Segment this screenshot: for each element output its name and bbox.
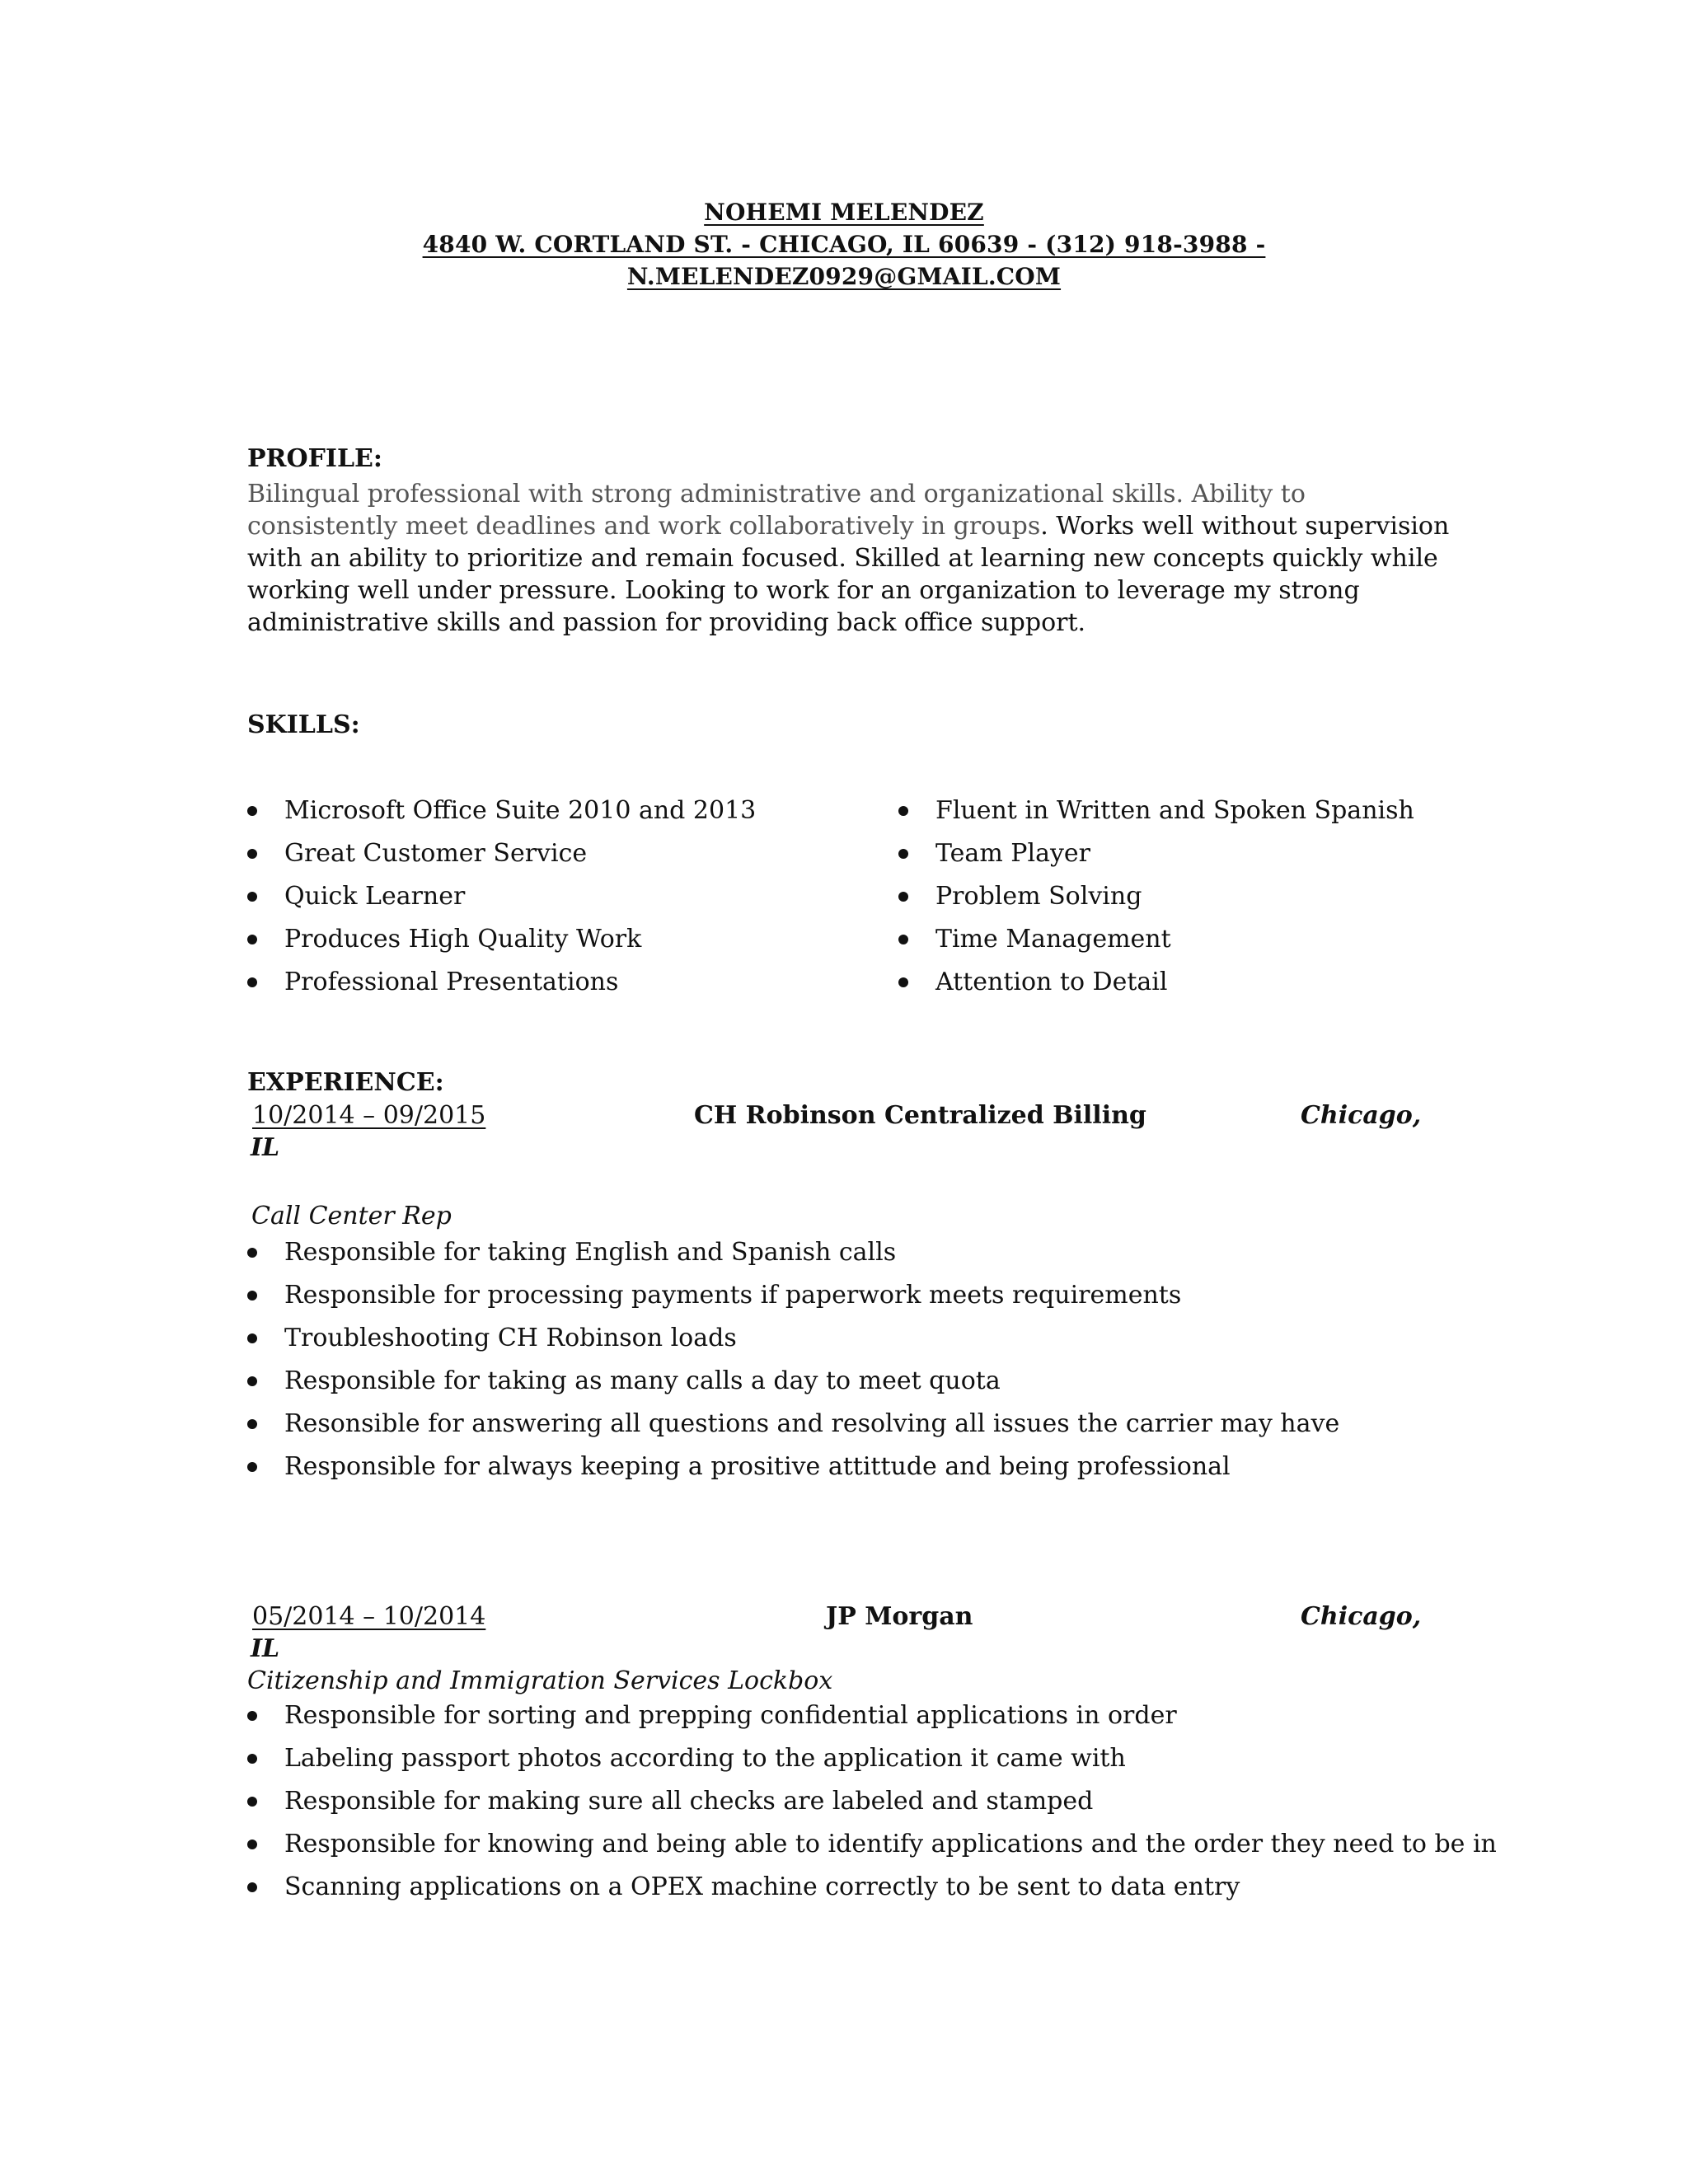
list-item: Responsible for processing payments if paperwork meets requirements xyxy=(247,1274,1339,1317)
list-item: Responsible for knowing and being able to identify applications and the order they need to be in xyxy=(247,1823,1497,1866)
bullet-dot-icon xyxy=(898,806,908,816)
job-dates: 10/2014 – 09/2015 xyxy=(252,1101,486,1130)
skill-item: Problem Solving xyxy=(898,875,1414,918)
job-city: Chicago, xyxy=(1301,1602,1422,1631)
skill-item: Fluent in Written and Spoken Spanish xyxy=(898,790,1414,832)
job-duties-list-2 xyxy=(247,1694,1497,1909)
skill-item: Team Player xyxy=(898,832,1414,875)
skill-item: Professional Presentations xyxy=(247,961,756,1004)
skill-item: Produces High Quality Work xyxy=(247,918,756,961)
resume-header xyxy=(0,196,1688,293)
applicant-address-phone: 4840 W. CORTLAND ST. - CHICAGO, IL 60639 - (312) 918-3988 - xyxy=(422,231,1266,258)
bullet-dot-icon xyxy=(898,935,908,944)
skill-item: Time Management xyxy=(898,918,1414,961)
bullet-dot-icon xyxy=(247,1882,257,1892)
job-state: IL xyxy=(251,1133,280,1162)
bullet-dot-icon xyxy=(247,892,257,902)
skills-list-left xyxy=(247,790,756,1004)
bullet-dot-icon xyxy=(247,1462,257,1472)
list-item: Scanning applications on a OPEX machine correctly to be sent to data entry xyxy=(247,1866,1497,1909)
job-role: Call Center Rep xyxy=(251,1202,452,1230)
skills-list-right xyxy=(898,790,1414,1004)
skill-item: Microsoft Office Suite 2010 and 2013 xyxy=(247,790,756,832)
list-item: Responsible for taking English and Spanish calls xyxy=(247,1231,1339,1274)
applicant-email: N.MELENDEZ0929@GMAIL.COM xyxy=(626,263,1062,290)
experience-heading: EXPERIENCE: xyxy=(247,1068,444,1097)
bullet-dot-icon xyxy=(247,1376,257,1386)
list-item: Responsible for sorting and prepping confidential applications in order xyxy=(247,1694,1497,1737)
bullet-dot-icon xyxy=(247,1711,257,1721)
list-item: Responsible for making sure all checks are labeled and stamped xyxy=(247,1780,1497,1823)
job-company: JP Morgan xyxy=(826,1602,973,1631)
skill-item: Great Customer Service xyxy=(247,832,756,875)
profile-text-intro: Bilingual professional with strong administrative and organizational skills. Ability to consistently meet deadlines and work collaboratively in groups xyxy=(247,480,1306,541)
bullet-dot-icon xyxy=(247,849,257,859)
bullet-dot-icon xyxy=(247,1419,257,1429)
bullet-dot-icon xyxy=(898,849,908,859)
job-company: CH Robinson Centralized Billing xyxy=(694,1101,1146,1130)
list-item: Resonsible for answering all questions and resolving all issues the carrier may have xyxy=(247,1403,1339,1446)
skills-heading: SKILLS: xyxy=(247,710,360,739)
list-item: Responsible for always keeping a prositive attittude and being professional xyxy=(247,1446,1339,1488)
bullet-dot-icon xyxy=(247,1248,257,1258)
bullet-dot-icon xyxy=(247,935,257,944)
bullet-dot-icon xyxy=(247,977,257,987)
list-item: Troubleshooting CH Robinson loads xyxy=(247,1317,1339,1360)
bullet-dot-icon xyxy=(247,1333,257,1343)
applicant-name: NOHEMI MELENDEZ xyxy=(704,199,984,226)
profile-heading: PROFILE: xyxy=(247,444,382,473)
profile-text-body: . Works well without supervision with an ability to prioritize and remain focused. Skilled at learning new concepts quickly while working well under pressure. Looking to work for an organization to leverage my strong administrative skills and passion for providing back office support. xyxy=(247,512,1450,637)
job-role: Citizenship and Immigration Services Lockbox xyxy=(247,1666,833,1695)
bullet-dot-icon xyxy=(247,1840,257,1849)
bullet-dot-icon xyxy=(247,1754,257,1764)
job-duties-list-1 xyxy=(247,1231,1339,1488)
job-dates: 05/2014 – 10/2014 xyxy=(252,1602,486,1631)
job-city: Chicago, xyxy=(1301,1101,1422,1130)
job-state: IL xyxy=(251,1634,280,1663)
skill-item: Quick Learner xyxy=(247,875,756,918)
skill-item: Attention to Detail xyxy=(898,961,1414,1004)
bullet-dot-icon xyxy=(247,806,257,816)
bullet-dot-icon xyxy=(898,977,908,987)
profile-summary xyxy=(247,478,1451,639)
list-item: Responsible for taking as many calls a day to meet quota xyxy=(247,1360,1339,1403)
list-item: Labeling passport photos according to the application it came with xyxy=(247,1737,1497,1780)
bullet-dot-icon xyxy=(247,1797,257,1807)
bullet-dot-icon xyxy=(898,892,908,902)
bullet-dot-icon xyxy=(247,1291,257,1301)
